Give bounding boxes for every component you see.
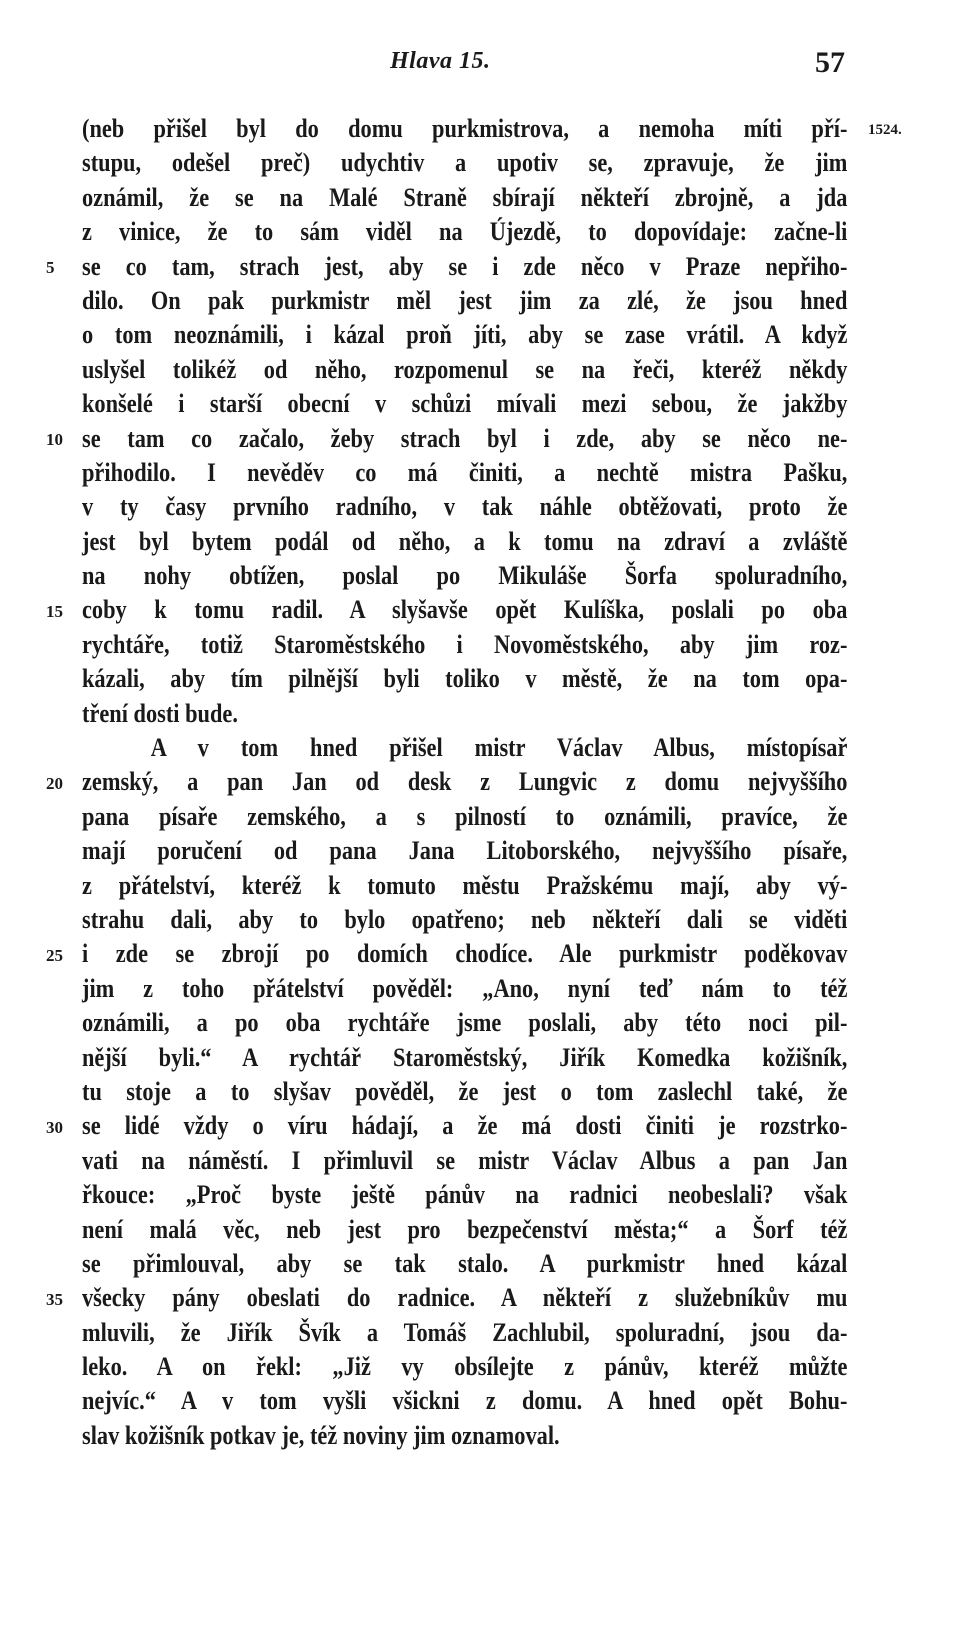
text-line-30: se lidé vždy o víru hádají, a že má dosti činiti je rozstrko- <box>82 1111 848 1141</box>
line-number-5: 5 <box>46 258 55 277</box>
text-line-19: A v tom hned přišel mistr Václav Albus, místopísař <box>150 733 848 763</box>
text-line-22: mají poručení od pana Jana Litoborského, nejvyššího písaře, <box>82 836 848 866</box>
text-line-14: na nohy obtížen, poslal po Mikuláše Šorfa spoluradního, <box>82 561 848 591</box>
text-line-10: se tam co začalo, žeby strach byl i zde, aby se něco ne- <box>82 423 848 453</box>
text-line-13: jest byl bytem podál od něho, a k tomu na zdraví a zvláště <box>82 526 848 556</box>
line-number-25: 25 <box>46 946 63 965</box>
running-head: Hlava 15. <box>390 48 491 74</box>
text-line-1: (neb přišel byl do domu purkmistrova, a nemoha míti pří- <box>82 114 848 143</box>
text-line-38: nejvíc.“ A v tom vyšli všickni z domu. A hned opět Bohu- <box>82 1386 848 1416</box>
text-line-4: z vinice, že to sám viděl na Újezdě, to dopovídaje: začne-li <box>82 217 848 247</box>
text-line-3: oznámil, že se na Malé Straně sbírají někteří zbrojně, a jda <box>82 182 848 212</box>
text-line-12: v ty časy prvního radního, v tak náhle obtěžovati, proto že <box>82 492 848 522</box>
text-line-20: zemský, a pan Jan od desk z Lungvic z domu nejvyššího <box>82 767 848 797</box>
text-line-34: se přimlouval, aby se tak stalo. A purkmistr hned kázal <box>82 1248 848 1278</box>
text-line-35: všecky pány obeslati do radnice. A někteří z služebníkův mu <box>82 1283 848 1313</box>
text-line-32: řkouce: „Proč byste ještě pánův na radnici neobeslali? však <box>82 1180 848 1210</box>
text-line-23: z přátelství, kteréž k tomuto městu Pražskému mají, aby vý- <box>82 870 848 900</box>
margin-year-note: 1524. <box>868 122 902 138</box>
body-text <box>82 112 848 1453</box>
text-line-18: tření dosti bude. <box>82 698 238 728</box>
text-line-9: konšelé i starší obecní v schůzi mívali mezi sebou, že jakžby <box>82 389 848 419</box>
line-number-10: 10 <box>46 430 63 449</box>
text-line-37: leko. A on řekl: „Již vy obsílejte z pánův, kteréž můžte <box>82 1352 848 1382</box>
text-line-11: přihodilo. I nevěděv co má činiti, a nechtě mistra Pašku, <box>82 457 848 487</box>
text-line-29: tu stoje a to slyšav pověděl, že jest o tom zaslechl také, že <box>82 1076 848 1106</box>
text-line-39: slav kožišník potkav je, též noviny jim oznamoval. <box>82 1420 560 1450</box>
page-number: 57 <box>815 46 845 79</box>
text-line-24: strahu dali, aby to bylo opatřeno; neb někteří dali se viděti <box>82 904 848 934</box>
text-line-5: se co tam, strach jest, aby se i zde něco v Praze nepřiho- <box>82 251 848 281</box>
text-line-8: uslyšel tolikéž od něho, rozpomenul se na řeči, kteréž někdy <box>82 354 848 384</box>
text-line-2: stupu, odešel preč) udychtiv a upotiv se, zpravuje, že jim <box>82 148 848 178</box>
line-number-15: 15 <box>46 602 63 621</box>
text-line-16: rychtáře, totiž Staroměstského i Novoměstského, aby jim roz- <box>82 629 848 659</box>
line-number-30: 30 <box>46 1118 63 1137</box>
text-line-17: kázali, aby tím pilnější byli toliko v městě, že na tom opa- <box>82 664 848 694</box>
text-line-28: nější byli.“ A rychtář Staroměstský, Jiřík Komedka kožišník, <box>82 1042 848 1072</box>
text-line-36: mluvili, že Jiřík Švík a Tomáš Zachlubil, spoluradní, jsou da- <box>82 1317 848 1347</box>
text-line-6: dilo. On pak purkmistr měl jest jim za zlé, že jsou hned <box>82 285 848 315</box>
text-line-27: oznámili, a po oba rychtáře jsme poslali, aby této noci pil- <box>82 1008 848 1038</box>
text-line-26: jim z toho přátelství pověděl: „Ano, nyní teď nám to též <box>82 973 848 1003</box>
text-line-31: vati na náměstí. I přimluvil se mistr Václav Albus a pan Jan <box>82 1145 848 1175</box>
line-number-35: 35 <box>46 1290 63 1309</box>
text-line-21: pana písaře zemského, a s pilností to oznámili, pravíce, že <box>82 801 848 831</box>
text-line-15: coby k tomu radil. A slyšavše opět Kulíška, poslali po oba <box>82 595 848 625</box>
text-line-25: i zde se zbrojí po domích chodíce. Ale purkmistr poděkovav <box>82 939 848 969</box>
text-line-33: není malá věc, neb jest pro bezpečenství města;“ a Šorf též <box>82 1214 848 1244</box>
text-line-7: o tom neoznámili, i kázal proň jíti, aby se zase vrátil. A když <box>82 320 848 350</box>
line-number-20: 20 <box>46 774 63 793</box>
